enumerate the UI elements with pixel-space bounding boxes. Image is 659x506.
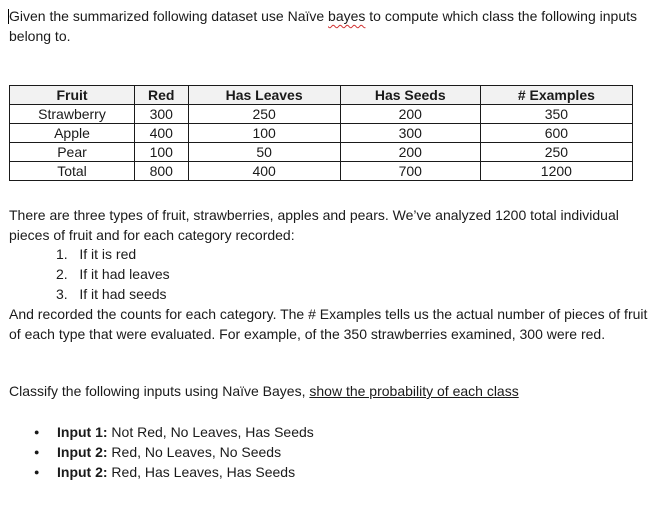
table-cell: Pear — [10, 143, 135, 162]
table-cell: 200 — [340, 143, 480, 162]
list-number: 2. — [56, 266, 68, 282]
table-cell: 200 — [340, 105, 480, 124]
header-examples: # Examples — [480, 86, 632, 105]
table-cell: 50 — [188, 143, 340, 162]
table-cell: 700 — [340, 162, 480, 181]
table-cell: 1200 — [480, 162, 632, 181]
input-text: Red, No Leaves, No Seeds — [107, 444, 282, 460]
list-number: 1. — [56, 246, 68, 262]
list-text: If it had leaves — [79, 266, 170, 282]
classify-text: Classify the following inputs using Naïve Bayes — [9, 383, 302, 399]
list-item — [56, 244, 170, 264]
list-text: If it is red — [79, 246, 137, 262]
table-row-total — [10, 162, 633, 181]
header-has-leaves: Has Leaves — [188, 86, 340, 105]
table-cell: 400 — [188, 162, 340, 181]
intro-text-end: to compute which class the following inputs belong to. — [9, 8, 637, 44]
inputs-list — [34, 422, 314, 482]
input-label: Input 1: — [57, 424, 108, 440]
conditions-list — [56, 244, 170, 304]
spellcheck-word: bayes — [328, 8, 366, 24]
input-text: Not Red, No Leaves, Has Seeds — [107, 424, 314, 440]
intro-paragraph — [9, 6, 649, 46]
input-label: Input 2: — [57, 444, 108, 460]
list-item — [56, 284, 170, 304]
table-cell: 350 — [480, 105, 632, 124]
table-cell: 100 — [188, 124, 340, 143]
input-label: Input 2: — [57, 464, 108, 480]
table-cell: Total — [10, 162, 135, 181]
table-cell: 400 — [135, 124, 189, 143]
header-fruit: Fruit — [10, 86, 135, 105]
table-cell: 100 — [135, 143, 189, 162]
table-cell: 300 — [135, 105, 189, 124]
list-item — [34, 462, 314, 482]
table-cell: 300 — [340, 124, 480, 143]
list-item — [34, 422, 314, 442]
table-row — [10, 105, 633, 124]
table-cell: 800 — [135, 162, 189, 181]
fruit-data-table — [9, 85, 633, 181]
header-has-seeds: Has Seeds — [340, 86, 480, 105]
table-cell: 600 — [480, 124, 632, 143]
table-cell: 250 — [188, 105, 340, 124]
header-red: Red — [135, 86, 189, 105]
input-text: Red, Has Leaves, Has Seeds — [107, 464, 296, 480]
list-item — [34, 442, 314, 462]
list-number: 3. — [56, 286, 68, 302]
list-item — [56, 264, 170, 284]
table-row — [10, 143, 633, 162]
table-cell: Apple — [10, 124, 135, 143]
table-header-row — [10, 86, 633, 105]
table-row — [10, 124, 633, 143]
intro-text-start: Given the summarized following dataset use Naïve — [9, 8, 329, 24]
table-cell: Strawberry — [10, 105, 135, 124]
classify-underlined-text: show the probability of each class — [309, 383, 519, 399]
table-cell: 250 — [480, 143, 632, 162]
classify-instruction — [9, 381, 649, 401]
list-text: If it had seeds — [79, 286, 167, 302]
recorded-paragraph: And recorded the counts for each category. The # Examples tells us the actual number of pieces of fruit of each type that were evaluated. For example, of the 350 strawberries examined, 300 were red. — [9, 306, 648, 342]
classify-comma: , — [301, 383, 306, 399]
description-paragraph: There are three types of fruit, strawberries, apples and pears. We’ve analyzed 1200 total individual pieces of fruit and for each category recorded: — [9, 207, 619, 243]
